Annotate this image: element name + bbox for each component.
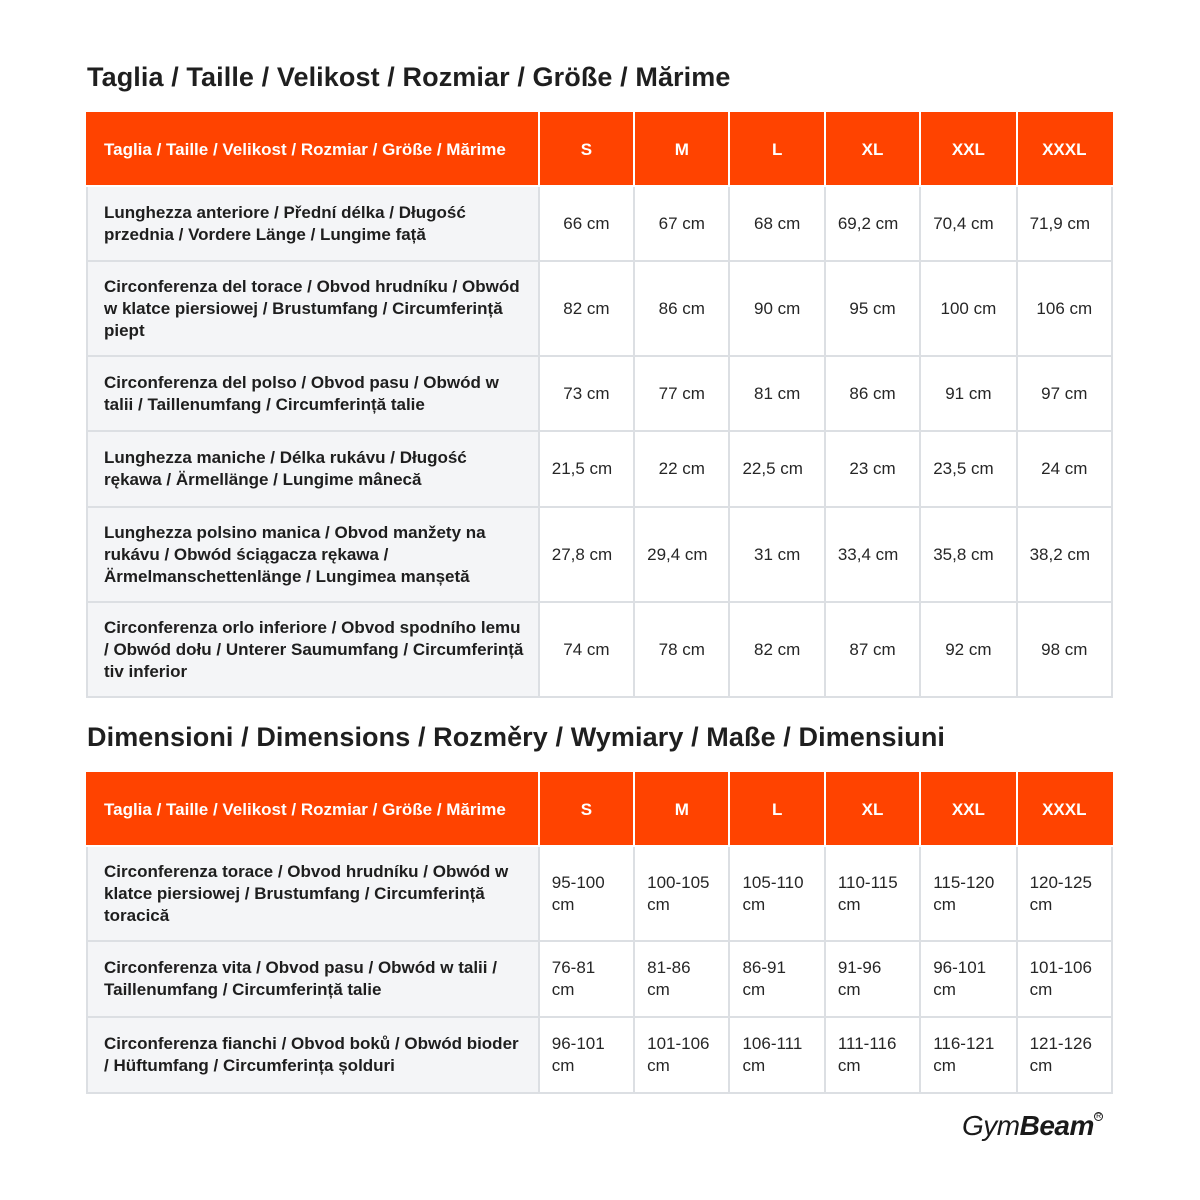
cell-value: 97 cm — [1017, 356, 1112, 431]
cell-value: 106 cm — [1017, 261, 1112, 356]
header-size-s: S — [539, 113, 634, 186]
row-label: Circonferenza fianchi / Obvod boků / Obwód bioder / Hüftumfang / Circumferința șolduri — [87, 1017, 539, 1093]
cell-value: 95 cm — [825, 261, 920, 356]
cell-value: 71,9 cm — [1017, 186, 1112, 261]
table-row — [87, 602, 1112, 697]
cell-value: 33,4 cm — [825, 507, 920, 602]
cell-value: 95-100 cm — [539, 846, 634, 941]
table-row — [87, 356, 1112, 431]
row-label: Circonferenza torace / Obvod hrudníku / Obwód w klatce piersiowej / Brustumfang / Circumferință toracică — [87, 846, 539, 941]
table-header-row — [87, 113, 1112, 186]
header-size-m: M — [634, 113, 729, 186]
logo-text-gym: Gym — [962, 1110, 1020, 1141]
table-row — [87, 846, 1112, 941]
cell-value: 77 cm — [634, 356, 729, 431]
cell-value: 106-111 cm — [729, 1017, 824, 1093]
cell-value: 86 cm — [825, 356, 920, 431]
header-size-xl: XL — [825, 113, 920, 186]
cell-value: 98 cm — [1017, 602, 1112, 697]
header-size-s: S — [539, 773, 634, 846]
cell-value: 29,4 cm — [634, 507, 729, 602]
cell-value: 111-116 cm — [825, 1017, 920, 1093]
cell-value: 23,5 cm — [920, 431, 1016, 507]
cell-value: 21,5 cm — [539, 431, 634, 507]
cell-value: 101-106 cm — [634, 1017, 729, 1093]
table-header-row — [87, 773, 1112, 846]
header-size-l: L — [729, 773, 824, 846]
cell-value: 115-120 cm — [920, 846, 1016, 941]
cell-value: 22 cm — [634, 431, 729, 507]
cell-value: 96-101 cm — [539, 1017, 634, 1093]
cell-value: 74 cm — [539, 602, 634, 697]
logo-text-beam: Beam — [1019, 1110, 1094, 1141]
row-label: Lunghezza polsino manica / Obvod manžety na rukávu / Obwód ściągacza rękawa / Ärmelmanschettenlänge / Lungimea manșetă — [87, 507, 539, 602]
registered-trademark-icon: R — [1094, 1112, 1103, 1121]
row-label: Circonferenza orlo inferiore / Obvod spodního lemu / Obwód dołu / Unterer Saumumfang / Circumferință tiv inferior — [87, 602, 539, 697]
cell-value: 68 cm — [729, 186, 824, 261]
cell-value: 91-96 cm — [825, 941, 920, 1017]
cell-value: 121-126 cm — [1017, 1017, 1112, 1093]
cell-value: 101-106 cm — [1017, 941, 1112, 1017]
cell-value: 67 cm — [634, 186, 729, 261]
cell-value: 23 cm — [825, 431, 920, 507]
cell-value: 82 cm — [539, 261, 634, 356]
header-size-xxxl: XXXL — [1017, 113, 1112, 186]
cell-value: 78 cm — [634, 602, 729, 697]
header-size-m: M — [634, 773, 729, 846]
gymbeam-logo — [962, 1110, 1101, 1142]
cell-value: 81-86 cm — [634, 941, 729, 1017]
cell-value: 96-101 cm — [920, 941, 1016, 1017]
header-size-label: Taglia / Taille / Velikost / Rozmiar / Größe / Mărime — [87, 773, 539, 846]
header-size-label: Taglia / Taille / Velikost / Rozmiar / Größe / Mărime — [87, 113, 539, 186]
cell-value: 105-110 cm — [729, 846, 824, 941]
table-row — [87, 261, 1112, 356]
cell-value: 70,4 cm — [920, 186, 1016, 261]
table-row — [87, 186, 1112, 261]
garment-size-title: Taglia / Taille / Velikost / Rozmiar / Größe / Mărime — [87, 62, 731, 92]
cell-value: 100-105 cm — [634, 846, 729, 941]
header-size-xxl: XXL — [920, 113, 1016, 186]
cell-value: 87 cm — [825, 602, 920, 697]
cell-value: 90 cm — [729, 261, 824, 356]
cell-value: 120-125 cm — [1017, 846, 1112, 941]
cell-value: 100 cm — [920, 261, 1016, 356]
cell-value: 86-91 cm — [729, 941, 824, 1017]
cell-value: 92 cm — [920, 602, 1016, 697]
cell-value: 86 cm — [634, 261, 729, 356]
cell-value: 69,2 cm — [825, 186, 920, 261]
header-size-xxxl: XXXL — [1017, 773, 1112, 846]
cell-value: 81 cm — [729, 356, 824, 431]
header-size-xl: XL — [825, 773, 920, 846]
body-dimensions-title: Dimensioni / Dimensions / Rozměry / Wymiary / Maße / Dimensiuni — [87, 722, 946, 752]
table-row — [87, 941, 1112, 1017]
cell-value: 38,2 cm — [1017, 507, 1112, 602]
table-row — [87, 507, 1112, 602]
cell-value: 76-81 cm — [539, 941, 634, 1017]
row-label: Lunghezza anteriore / Přední délka / Długość przednia / Vordere Länge / Lungime față — [87, 186, 539, 261]
cell-value: 35,8 cm — [920, 507, 1016, 602]
header-size-l: L — [729, 113, 824, 186]
row-label: Circonferenza vita / Obvod pasu / Obwód w talii / Taillenumfang / Circumferință talie — [87, 941, 539, 1017]
row-label: Lunghezza maniche / Délka rukávu / Długość rękawa / Ärmellänge / Lungime mânecă — [87, 431, 539, 507]
cell-value: 27,8 cm — [539, 507, 634, 602]
cell-value: 116-121 cm — [920, 1017, 1016, 1093]
cell-value: 91 cm — [920, 356, 1016, 431]
cell-value: 73 cm — [539, 356, 634, 431]
cell-value: 110-115 cm — [825, 846, 920, 941]
cell-value: 66 cm — [539, 186, 634, 261]
header-size-xxl: XXL — [920, 773, 1016, 846]
cell-value: 31 cm — [729, 507, 824, 602]
table-row — [87, 431, 1112, 507]
body-dimensions-table — [86, 772, 1113, 1094]
cell-value: 24 cm — [1017, 431, 1112, 507]
table-row — [87, 1017, 1112, 1093]
row-label: Circonferenza del torace / Obvod hrudníku / Obwód w klatce piersiowej / Brustumfang / Circumferință piept — [87, 261, 539, 356]
row-label: Circonferenza del polso / Obvod pasu / Obwód w talii / Taillenumfang / Circumferință talie — [87, 356, 539, 431]
cell-value: 22,5 cm — [729, 431, 824, 507]
garment-size-table — [86, 112, 1113, 698]
cell-value: 82 cm — [729, 602, 824, 697]
